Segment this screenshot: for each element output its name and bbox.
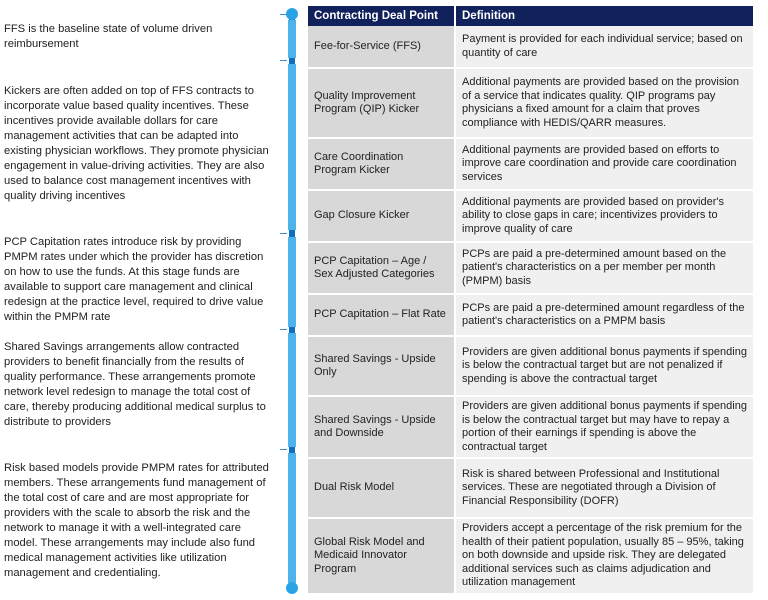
table-row — [308, 242, 753, 294]
definition-cell: Risk is shared between Professional and Institutional services. These are negotiated through a Division of Financial Responsibility (DOFR) — [455, 458, 753, 518]
deal-point-cell: Shared Savings - Upside Only — [308, 336, 455, 396]
table-row — [308, 458, 753, 518]
table-row — [308, 336, 753, 396]
timeline-start-dot — [286, 8, 298, 20]
definition-cell: PCPs are paid a pre-determined amount based on the patient's characteristics on a per member per month (PMPM) basis — [455, 242, 753, 294]
header-deal-point: Contracting Deal Point — [308, 6, 455, 26]
definition-cell: PCPs are paid a pre-determined amount regardless of the patient's characteristics on a PMPM basis — [455, 294, 753, 336]
timeline-segment-shared-savings — [288, 333, 296, 447]
deal-point-cell: PCP Capitation – Age / Sex Adjusted Categories — [308, 242, 455, 294]
bracket-tick — [280, 60, 287, 61]
timeline-segment-risk — [288, 453, 296, 583]
bracket-tick — [280, 449, 287, 450]
timeline-segment-kickers — [288, 64, 296, 230]
deal-points-table — [308, 6, 753, 595]
deal-point-cell: PCP Capitation – Flat Rate — [308, 294, 455, 336]
timeline-segment-ffs — [288, 20, 296, 58]
definition-cell: Additional payments are provided based on provider's ability to close gaps in care; incentivizes providers to improve quality of care — [455, 190, 753, 242]
timeline-segment-capitation — [288, 237, 296, 327]
table-row — [308, 294, 753, 336]
note-ffs: FFS is the baseline state of volume driven reimbursement — [4, 23, 213, 50]
deal-point-cell: Quality Improvement Program (QIP) Kicker — [308, 68, 455, 138]
deal-point-cell: Gap Closure Kicker — [308, 190, 455, 242]
table-row — [308, 68, 753, 138]
definition-cell: Payment is provided for each individual service; based on quantity of care — [455, 26, 753, 68]
note-kickers: Kickers are often added on top of FFS contracts to incorporate value based quality incentives. These incentives provide available dollars for care management activities that can be adapted into existing physician workflows. They promote physician engagement in value-driving activities. They are also used to balance cost management incentives with quality driving incentives — [4, 85, 269, 202]
bracket-tick — [280, 329, 287, 330]
bracket-tick — [280, 233, 287, 234]
table-header-row — [308, 6, 753, 26]
deal-point-cell: Global Risk Model and Medicaid Innovator Program — [308, 518, 455, 594]
deal-point-cell: Fee-for-Service (FFS) — [308, 26, 455, 68]
note-risk-models: Risk based models provide PMPM rates for attributed members. These arrangements fund management of the total cost of care and are most appropriate for providers with the scale to absorb the risk and the network to manage it with a well-integrated care model. These arrangements may include also fund medical management activities like utilization management and credentialing. — [4, 462, 269, 579]
table-row — [308, 518, 753, 594]
bracket-tick — [280, 14, 287, 15]
definition-cell: Providers are given additional bonus payments if spending is below the contractual target but are not penalized if spending is above the contractual target — [455, 336, 753, 396]
table-row — [308, 26, 753, 68]
timeline-end-dot — [286, 582, 298, 594]
deal-point-cell: Shared Savings - Upside and Downside — [308, 396, 455, 458]
definition-cell: Additional payments are provided based on the provision of a service that indicates quality. QIP programs pay physicians a fixed amount for a claim that proves compliance with HEDIS/QARR measures. — [455, 68, 753, 138]
definition-cell: Providers are given additional bonus payments if spending is below the contractual target but may have to repay a portion of their earnings if spending is above the contractual target — [455, 396, 753, 458]
definition-cell: Providers accept a percentage of the risk premium for the health of their patient population, usually 85 – 95%, taking on both downside and upside risk. They are delegated additional services such as claims adjudication and utilization management — [455, 518, 753, 594]
table-row — [308, 138, 753, 190]
note-shared-savings: Shared Savings arrangements allow contracted providers to benefit financially from the results of quality performance. These arrangements promote network level redesign to manage the total cost of care, thereby producing additional medical surplus to distribute to providers — [4, 341, 266, 428]
table-row — [308, 396, 753, 458]
deal-point-cell: Care Coordination Program Kicker — [308, 138, 455, 190]
note-pcp-capitation: PCP Capitation rates introduce risk by providing PMPM rates under which the provider has discretion on how to use the funds. At this stage funds are available to support care management and clinical redesign at the practice level, required to drive value within the PMPM rate — [4, 236, 264, 323]
header-definition: Definition — [455, 6, 753, 26]
table-row — [308, 190, 753, 242]
definition-cell: Additional payments are provided based on efforts to improve care coordination and provide care coordination services — [455, 138, 753, 190]
deal-point-cell: Dual Risk Model — [308, 458, 455, 518]
